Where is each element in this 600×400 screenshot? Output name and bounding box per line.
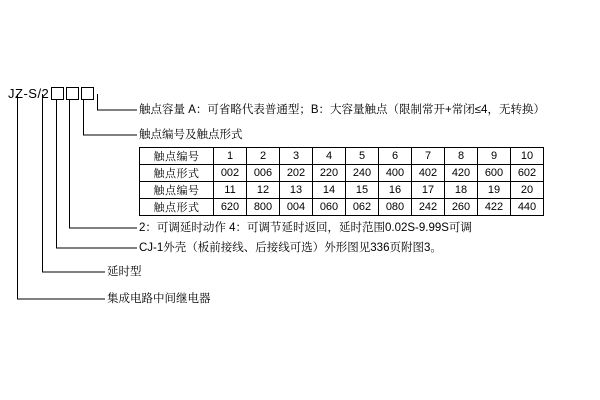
table-cell: 240 [346, 165, 379, 182]
table-cell: 15 [346, 182, 379, 199]
annotation-contact-number-form: 触点编号及触点形式 [139, 129, 243, 141]
table-cell: 16 [379, 182, 412, 199]
table-cell: 18 [445, 182, 478, 199]
table-cell: 004 [280, 199, 313, 216]
table-cell: 202 [280, 165, 313, 182]
table-cell: 3 [280, 148, 313, 165]
model-code-text: JZ-S/2 [8, 86, 50, 101]
table-cell: 7 [412, 148, 445, 165]
annotation-contact-capacity: 触点容量 A：可省略代表普通型；B：大容量触点（限制常开+常闭≤4，无转换） [139, 104, 545, 116]
table-cell: 602 [511, 165, 544, 182]
table-cell: 14 [313, 182, 346, 199]
table-cell: 220 [313, 165, 346, 182]
table-cell: 800 [247, 199, 280, 216]
table-cell: 242 [412, 199, 445, 216]
table-cell: 8 [445, 148, 478, 165]
table-cell: 9 [478, 148, 511, 165]
model-code-box-1[interactable] [51, 87, 64, 100]
table-cell: 600 [478, 165, 511, 182]
annotation-delay-type: 延时型 [107, 266, 142, 278]
table-cell: 10 [511, 148, 544, 165]
model-code-box-3[interactable] [81, 87, 94, 100]
table-cell: 5 [346, 148, 379, 165]
row-header: 触点编号 [140, 182, 214, 199]
row-header: 触点编号 [140, 148, 214, 165]
annotation-delay-action: 2：可调延时动作 4：可调节延时返回，延时范围0.02S-9.99S可调 [139, 222, 472, 234]
table-cell: 4 [313, 148, 346, 165]
table-cell: 1 [214, 148, 247, 165]
table-cell: 13 [280, 182, 313, 199]
table-cell: 400 [379, 165, 412, 182]
table-cell: 12 [247, 182, 280, 199]
model-code [8, 86, 94, 101]
table-cell: 19 [478, 182, 511, 199]
table-row [140, 148, 544, 165]
row-header: 触点形式 [140, 165, 214, 182]
table-row [140, 199, 544, 216]
contact-table-wrapper [139, 147, 544, 216]
table-cell: 062 [346, 199, 379, 216]
table-cell: 402 [412, 165, 445, 182]
table-cell: 440 [511, 199, 544, 216]
table-cell: 006 [247, 165, 280, 182]
table-row [140, 182, 544, 199]
table-cell: 2 [247, 148, 280, 165]
contact-table [139, 147, 544, 216]
table-cell: 17 [412, 182, 445, 199]
table-cell: 002 [214, 165, 247, 182]
table-cell: 080 [379, 199, 412, 216]
table-cell: 11 [214, 182, 247, 199]
annotation-product-name: 集成电路中间继电器 [107, 293, 211, 305]
table-cell: 422 [478, 199, 511, 216]
table-cell: 060 [313, 199, 346, 216]
table-cell: 20 [511, 182, 544, 199]
model-code-box-2[interactable] [66, 87, 79, 100]
table-cell: 620 [214, 199, 247, 216]
table-cell: 420 [445, 165, 478, 182]
table-row [140, 165, 544, 182]
annotation-shell: CJ-1外壳（板前接线、后接线可选）外形图见336页附图3。 [139, 242, 442, 254]
row-header: 触点形式 [140, 199, 214, 216]
table-cell: 260 [445, 199, 478, 216]
table-cell: 6 [379, 148, 412, 165]
